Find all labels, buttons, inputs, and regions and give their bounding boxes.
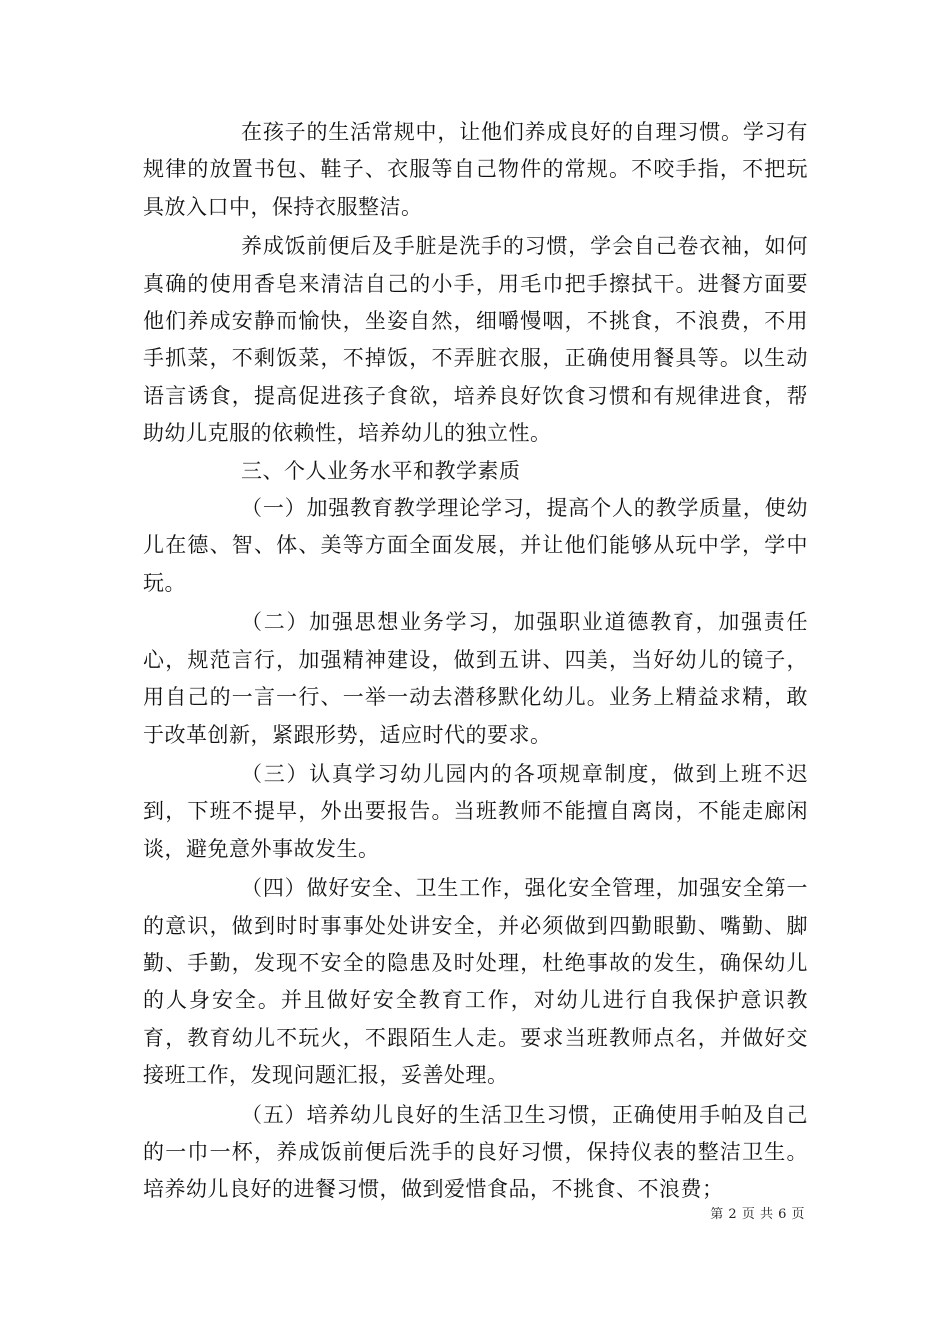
paragraph-hygiene-eating: 养成饭前便后及手脏是洗手的习惯，学会自己卷衣袖，如何真确的使用香皂来清洁自己的小手，用毛巾把手擦拭干。进餐方面要他们养成安静而愉快，坐姿自然，细嚼慢咽，不挑食，不浪费，不用手抓菜，不剩饭菜，不掉饭，不弄脏衣服，正确使用餐具等。以生动语言诱食，提高促进孩子食欲，培养良好饮食习惯和有规律进食，帮助幼儿克服的依赖性，培养幼儿的独立性。 <box>143 234 808 446</box>
paragraph-item-2: （二）加强思想业务学习，加强职业道德教育，加强责任心，规范言行，加强精神建设，做到五讲、四美，当好幼儿的镜子，用自己的一言一行、一举一动去潜移默化幼儿。业务上精益求精，敢于改革创新，紧跟形势，适应时代的要求。 <box>143 610 808 747</box>
paragraph-item-1: （一）加强教育教学理论学习，提高个人的教学质量，使幼儿在德、智、体、美等方面全面发展，并让他们能够从玩中学，学中玩。 <box>143 496 808 595</box>
page-number-footer: 第 2 页 共 6 页 <box>710 1207 805 1222</box>
paragraph-self-care: 在孩子的生活常规中，让他们养成良好的自理习惯。学习有规律的放置书包、鞋子、衣服等自己物件的常规。不咬手指，不把玩具放入口中，保持衣服整洁。 <box>143 120 808 219</box>
document-body <box>143 114 808 1209</box>
paragraph-item-3: （三）认真学习幼儿园内的各项规章制度，做到上班不迟到，下班不提早，外出要报告。当班教师不能擅自离岗，不能走廊闲谈，避免意外事故发生。 <box>143 761 808 861</box>
paragraph-item-4: （四）做好安全、卫生工作，强化安全管理，加强安全第一的意识，做到时时事事处处讲安全，并必须做到四勤眼勤、嘴勤、脚勤、手勤，发现不安全的隐患及时处理，杜绝事故的发生，确保幼儿的人身安全。并且做好安全教育工作，对幼儿进行自我保护意识教育，教育幼儿不玩火，不跟陌生人走。要求当班教师点名，并做好交接班工作，发现问题汇报，妥善处理。 <box>143 876 808 1088</box>
section-heading-teaching-quality: 三、个人业务水平和教学素质 <box>241 458 521 483</box>
paragraph-item-5: （五）培养幼儿良好的生活卫生习惯，正确使用手帕及自己的一巾一杯，养成饭前便后洗手的良好习惯，保持仪表的整洁卫生。培养幼儿良好的进餐习惯，做到爱惜食品，不挑食、不浪费； <box>143 1102 808 1202</box>
